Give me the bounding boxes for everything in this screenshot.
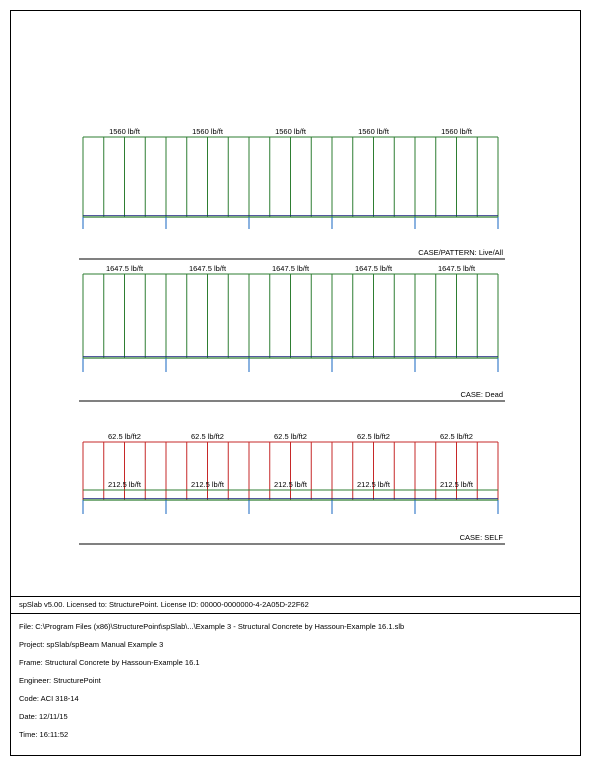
load-case-3: [79, 432, 505, 544]
footer-divider-top: [11, 596, 580, 597]
report-time: Time: 16:11:52: [19, 730, 69, 739]
file-path: File: C:\Program Files (x86)\StructurePoint\spSlab\...\Example 3 - Structural Concrete by Hassoun-Example 16.1.slb: [19, 622, 405, 631]
inner-load-label: 212.5 lb/ft: [108, 480, 141, 489]
frame-name: Frame: Structural Concrete by Hassoun-Example 16.1: [19, 658, 200, 667]
inner-load-label: 212.5 lb/ft: [357, 480, 390, 489]
case-label: CASE: SELF: [459, 533, 503, 542]
inner-load-label: 212.5 lb/ft: [440, 480, 473, 489]
load-case-1: [79, 127, 505, 259]
design-code: Code: ACI 318-14: [19, 694, 79, 703]
load-label: 1560 lb/ft: [441, 127, 472, 136]
load-case-2: [79, 264, 505, 401]
inner-load-label: 212.5 lb/ft: [274, 480, 307, 489]
load-label: 1647.5 lb/ft: [188, 264, 227, 273]
load-label: 1560 lb/ft: [275, 127, 306, 136]
load-label: 1560 lb/ft: [358, 127, 389, 136]
load-label: 62.5 lb/ft2: [440, 432, 473, 441]
load-label: 1560 lb/ft: [192, 127, 223, 136]
case-label: CASE/PATTERN: Live/All: [418, 248, 503, 257]
inner-load-label: 212.5 lb/ft: [191, 480, 224, 489]
load-label: 62.5 lb/ft2: [274, 432, 307, 441]
load-label: 62.5 lb/ft2: [191, 432, 224, 441]
load-label: 1647.5 lb/ft: [105, 264, 144, 273]
footer-divider-bottom: [11, 613, 580, 614]
load-label: 1647.5 lb/ft: [354, 264, 393, 273]
load-label: 1647.5 lb/ft: [437, 264, 476, 273]
load-label: 62.5 lb/ft2: [108, 432, 141, 441]
engineer-name: Engineer: StructurePoint: [19, 676, 101, 685]
case-label: CASE: Dead: [460, 390, 503, 399]
license-text: spSlab v5.00. Licensed to: StructurePoint. License ID: 00000-0000000-4-2A05D-22F62: [19, 600, 309, 609]
load-label: 1560 lb/ft: [109, 127, 140, 136]
load-label: 1647.5 lb/ft: [271, 264, 310, 273]
project-name: Project: spSlab/spBeam Manual Example 3: [19, 640, 164, 649]
report-date: Date: 12/11/15: [19, 712, 68, 721]
load-label: 62.5 lb/ft2: [357, 432, 390, 441]
